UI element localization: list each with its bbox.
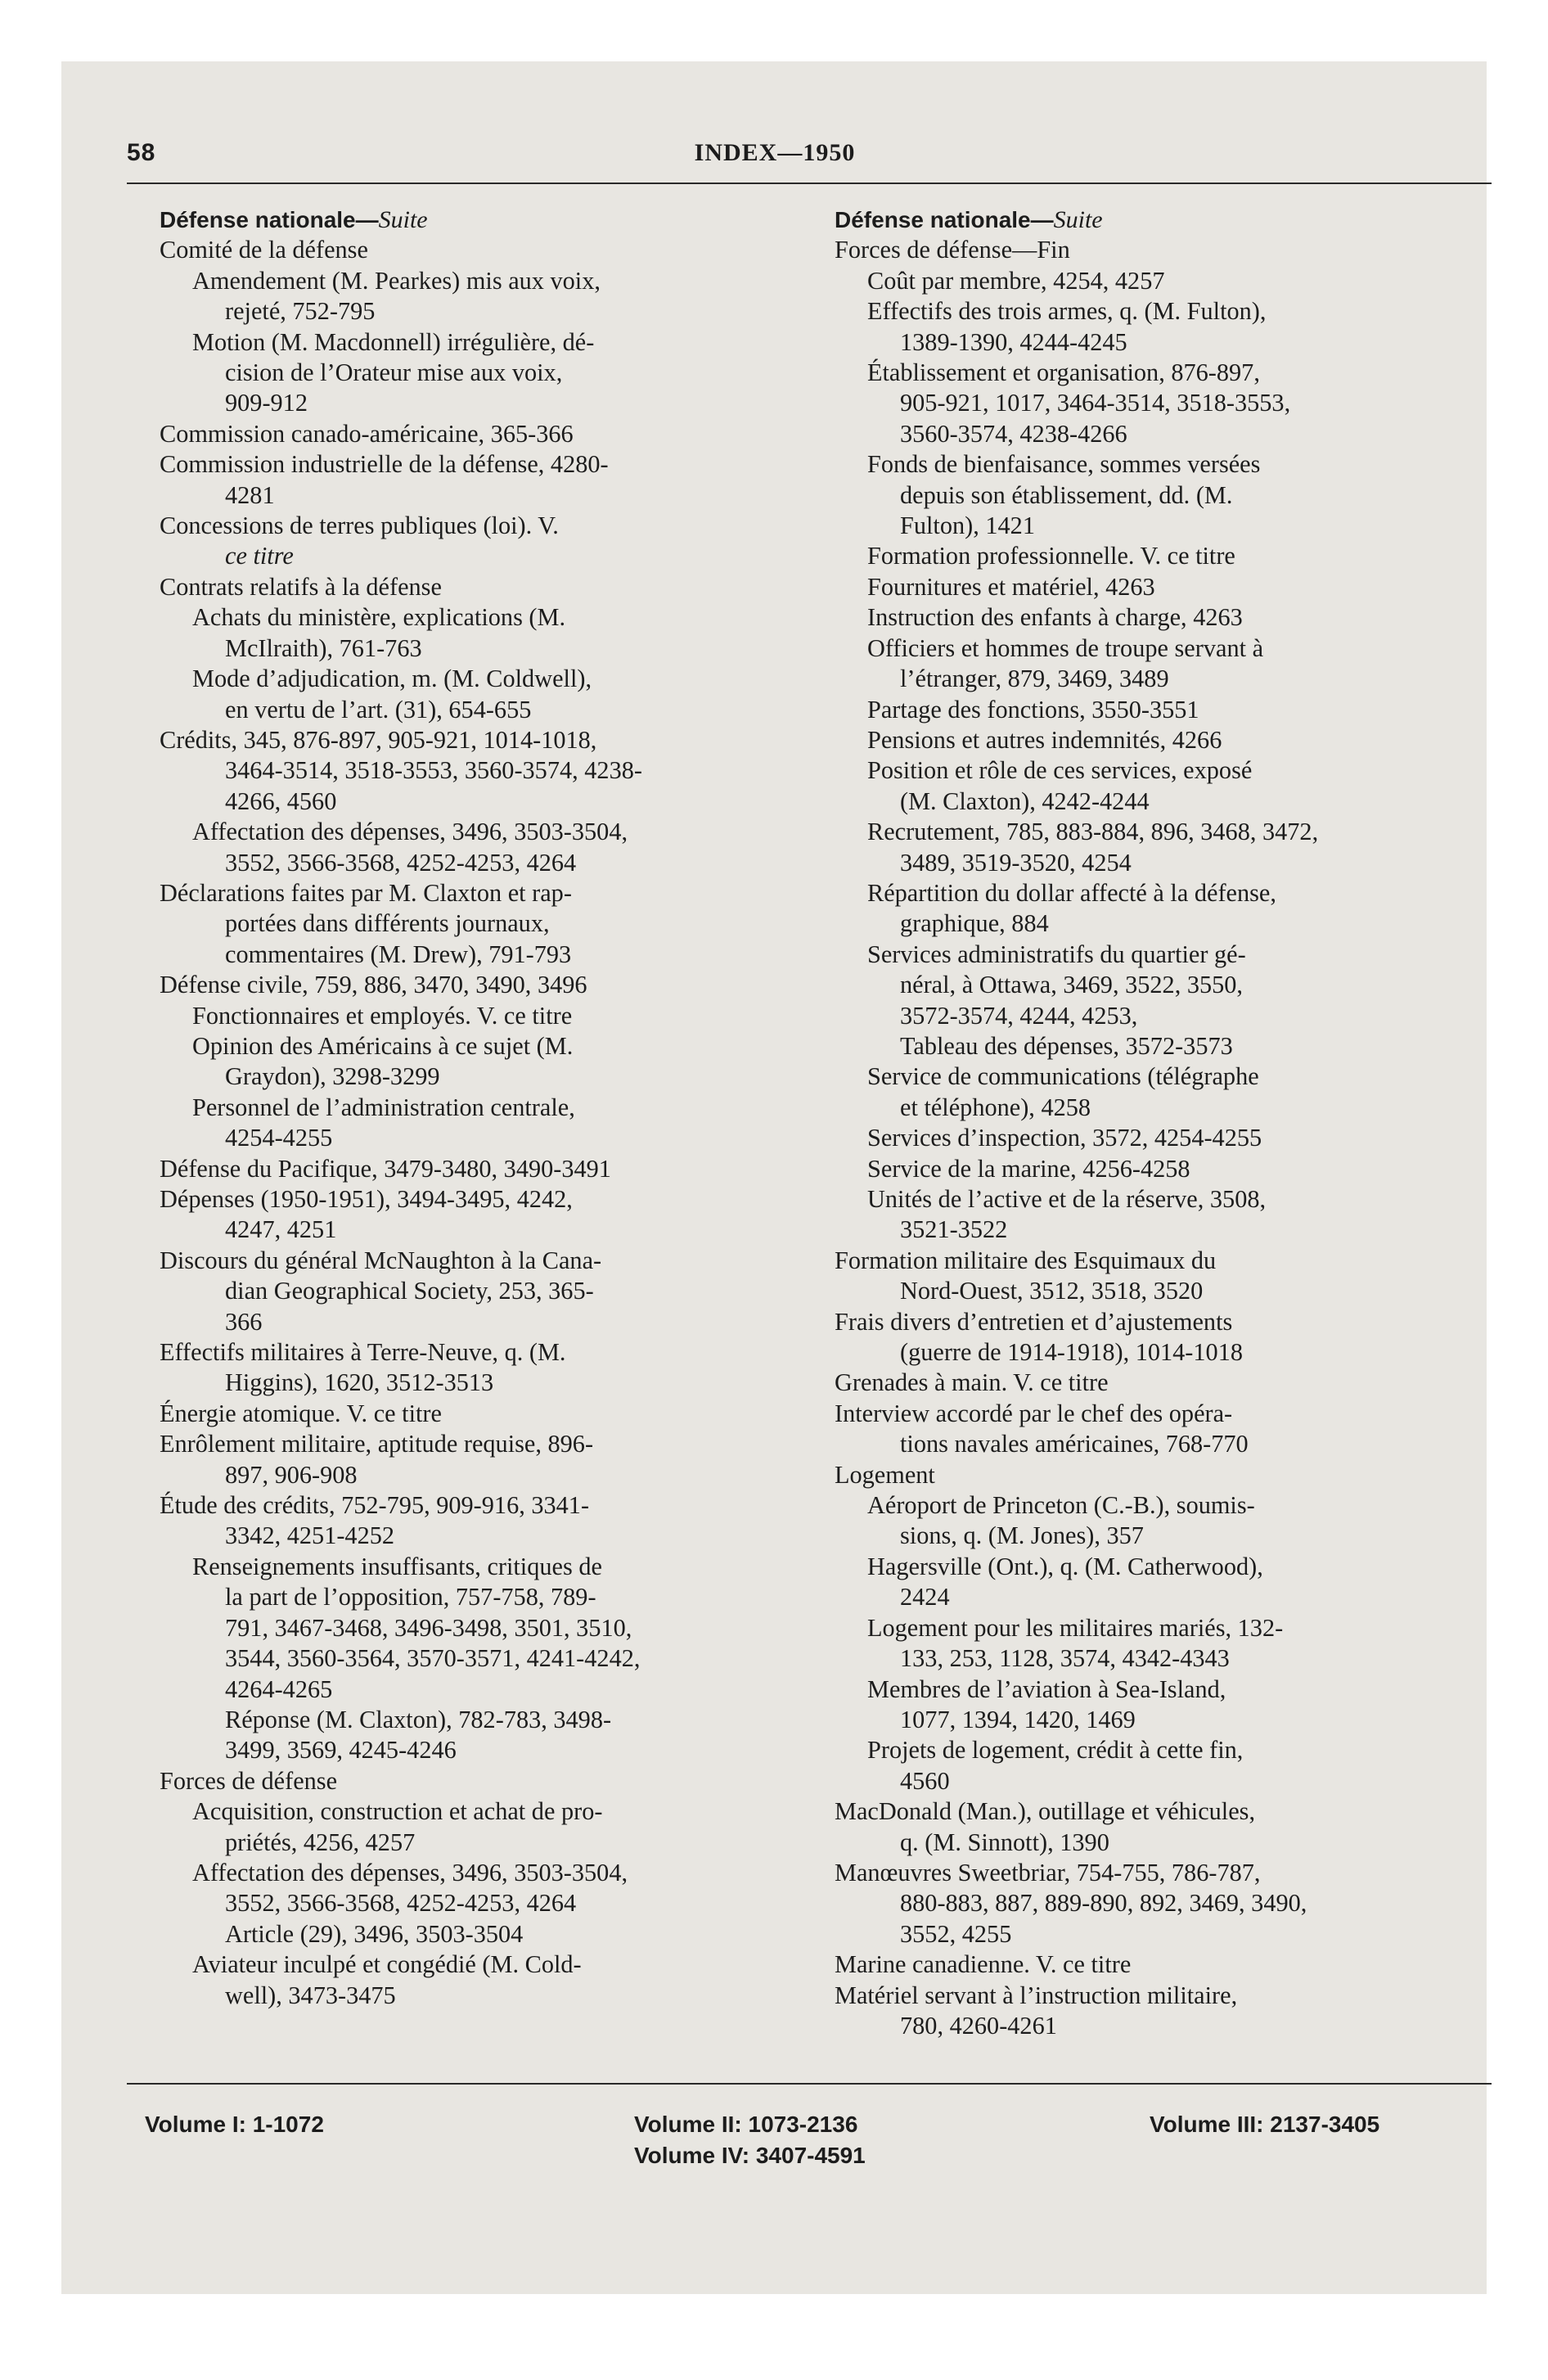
index-entry: 4254-4255	[225, 1124, 333, 1152]
index-entry: Énergie atomique. V. ce titre	[160, 1399, 442, 1427]
index-entry: et téléphone), 4258	[900, 1093, 1091, 1121]
index-entry: 4560	[900, 1766, 950, 1795]
index-entry: 791, 3467-3468, 3496-3498, 3501, 3510,	[225, 1613, 632, 1642]
index-entry: Partage des fonctions, 3550-3551	[867, 695, 1199, 723]
volume-2-range: Volume II: 1073-2136	[634, 2112, 858, 2137]
index-entry: depuis son établissement, dd. (M.	[900, 480, 1233, 509]
index-entry: Amendement (M. Pearkes) mis aux voix,	[192, 266, 601, 295]
index-entry: graphique, 884	[900, 909, 1049, 938]
index-entry: ce titre	[225, 542, 294, 570]
index-entry: Officiers et hommes de troupe servant à	[867, 633, 1264, 662]
index-entry: Manœuvres Sweetbriar, 754-755, 786-787,	[835, 1858, 1261, 1886]
index-entry: 3552, 3566-3568, 4252-4253, 4264	[225, 848, 577, 877]
index-entry: Recrutement, 785, 883-884, 896, 3468, 3472,	[867, 818, 1319, 846]
index-entry: 3499, 3569, 4245-4246	[225, 1736, 457, 1765]
index-entry: Aéroport de Princeton (C.-B.), soumis-	[867, 1491, 1255, 1520]
index-entry: (M. Claxton), 4242-4244	[900, 787, 1150, 815]
index-entry: Service de la marine, 4256-4258	[867, 1154, 1190, 1183]
index-entry: 3552, 4255	[900, 1919, 1012, 1948]
index-entry: Étude des crédits, 752-795, 909-916, 3341-	[160, 1491, 590, 1520]
index-entry: Personnel de l’administration centrale,	[192, 1093, 575, 1121]
index-entry: Service de communications (télégraphe	[867, 1062, 1259, 1091]
index-entry: Unités de l’active et de la réserve, 3508,	[867, 1185, 1267, 1213]
volume-1-range: Volume I: 1-1072	[145, 2112, 324, 2137]
index-entry: Formation professionnelle. V. ce titre	[867, 542, 1235, 570]
index-entry: 1077, 1394, 1420, 1469	[900, 1705, 1136, 1733]
right-column	[835, 205, 1456, 2041]
index-entry: 3464-3514, 3518-3553, 3560-3574, 4238-	[225, 756, 642, 785]
index-entry: Graydon), 3298-3299	[225, 1062, 440, 1091]
index-entry: Effectifs militaires à Terre-Neuve, q. (M.	[160, 1338, 566, 1367]
index-entry: Fournitures et matériel, 4263	[867, 572, 1155, 601]
index-entry: Coût par membre, 4254, 4257	[867, 266, 1165, 295]
index-entry: 3572-3574, 4244, 4253,	[900, 1001, 1138, 1030]
heading-continuation: Suite	[378, 206, 428, 233]
index-entry: portées dans différents journaux,	[225, 909, 550, 938]
index-entry: Crédits, 345, 876-897, 905-921, 1014-1018,	[160, 725, 597, 754]
index-entry: Instruction des enfants à charge, 4263	[867, 603, 1243, 632]
index-entry: Affectation des dépenses, 3496, 3503-3504,	[192, 818, 628, 846]
index-entry: 133, 253, 1128, 3574, 4342-4343	[900, 1644, 1230, 1673]
index-entry: 2424	[900, 1583, 950, 1611]
index-entry: Marine canadienne. V. ce titre	[835, 1950, 1132, 1979]
index-entry: Mode d’adjudication, m. (M. Coldwell),	[192, 665, 592, 693]
index-entry: Membres de l’aviation à Sea-Island,	[867, 1675, 1226, 1703]
index-entry: Commission canado-américaine, 365-366	[160, 419, 574, 448]
index-entry: en vertu de l’art. (31), 654-655	[225, 695, 532, 723]
index-entry: 3544, 3560-3564, 3570-3571, 4241-4242,	[225, 1644, 641, 1673]
index-entry: Services administratifs du quartier gé-	[867, 940, 1246, 968]
index-entry: l’étranger, 879, 3469, 3489	[900, 665, 1169, 693]
index-entry: Interview accordé par le chef des opéra-	[835, 1399, 1233, 1427]
index-entry: Fonctionnaires et employés. V. ce titre	[192, 1001, 573, 1030]
index-entry: Pensions et autres indemnités, 4266	[867, 725, 1222, 754]
index-entry: Déclarations faites par M. Claxton et rap-	[160, 878, 572, 907]
index-entry: 3489, 3519-3520, 4254	[900, 848, 1132, 877]
section-heading: Défense nationale—	[160, 207, 379, 232]
index-entry: Projets de logement, crédit à cette fin,	[867, 1736, 1244, 1765]
index-entry: 880-883, 887, 889-890, 892, 3469, 3490,	[900, 1889, 1307, 1918]
index-entry: 4266, 4560	[225, 787, 337, 815]
page-header	[127, 139, 1469, 188]
index-entry: Nord-Ouest, 3512, 3518, 3520	[900, 1277, 1204, 1305]
index-entry: Effectifs des trois armes, q. (M. Fulton),	[867, 297, 1267, 326]
index-entry: Répartition du dollar affecté à la défense,	[867, 878, 1276, 907]
index-entry: 4281	[225, 480, 275, 509]
index-entry: la part de l’opposition, 757-758, 789-	[225, 1583, 596, 1611]
index-entry: 366	[225, 1307, 263, 1336]
index-entry: Forces de défense	[160, 1766, 338, 1795]
index-entry: Higgins), 1620, 3512-3513	[225, 1368, 494, 1397]
index-entry: well), 3473-3475	[225, 1981, 396, 2009]
index-entry: Fonds de bienfaisance, sommes versées	[867, 450, 1261, 479]
index-entry: Défense du Pacifique, 3479-3480, 3490-3491	[160, 1154, 611, 1183]
index-entry: McIlraith), 761-763	[225, 633, 422, 662]
index-entry: Position et rôle de ces services, exposé	[867, 756, 1253, 785]
header-rule	[127, 183, 1492, 184]
index-entry: Concessions de terres publiques (loi). V.	[160, 512, 559, 540]
index-entry	[160, 205, 781, 235]
index-entry: 909-912	[225, 389, 308, 417]
index-entry: 3521-3522	[900, 1215, 1008, 1244]
running-title: INDEX—1950	[694, 139, 856, 166]
volume-4-range: Volume IV: 3407-4591	[634, 2143, 866, 2168]
index-entry: Fulton), 1421	[900, 512, 1035, 540]
index-entry: 4264-4265	[225, 1675, 333, 1703]
index-entry: Commission industrielle de la défense, 4280-	[160, 450, 609, 479]
index-entry: Matériel servant à l’instruction militaire,	[835, 1981, 1238, 2009]
index-entry: Logement pour les militaires mariés, 132-	[867, 1613, 1284, 1642]
index-entry: Renseignements insuffisants, critiques de	[192, 1552, 602, 1580]
index-entry: Grenades à main. V. ce titre	[835, 1368, 1109, 1397]
index-entry: (guerre de 1914-1918), 1014-1018	[900, 1338, 1243, 1367]
index-entry: 897, 906-908	[225, 1460, 358, 1489]
index-entry: Discours du général McNaughton à la Cana-	[160, 1246, 602, 1274]
left-column	[160, 205, 781, 2011]
index-entry: Opinion des Américains à ce sujet (M.	[192, 1031, 574, 1060]
index-entry: néral, à Ottawa, 3469, 3522, 3550,	[900, 971, 1244, 999]
index-entry: Réponse (M. Claxton), 782-783, 3498-	[225, 1705, 612, 1733]
footer-rule	[127, 2083, 1492, 2085]
volume-3-range: Volume III: 2137-3405	[1150, 2112, 1380, 2137]
index-entry: 905-921, 1017, 3464-3514, 3518-3553,	[900, 389, 1291, 417]
index-entry: Dépenses (1950-1951), 3494-3495, 4242,	[160, 1185, 573, 1213]
index-entry: dian Geographical Society, 253, 365-	[225, 1277, 594, 1305]
index-entry: Hagersville (Ont.), q. (M. Catherwood),	[867, 1552, 1263, 1580]
index-entry: 4247, 4251	[225, 1215, 337, 1244]
index-entry: Aviateur inculpé et congédié (M. Cold-	[192, 1950, 582, 1979]
index-entry: cision de l’Orateur mise aux voix,	[225, 358, 563, 387]
index-entry: Affectation des dépenses, 3496, 3503-3504,	[192, 1858, 628, 1886]
page-number: 58	[127, 139, 156, 166]
index-entry: tions navales américaines, 768-770	[900, 1430, 1249, 1458]
index-entry: priétés, 4256, 4257	[225, 1828, 416, 1856]
index-entry: Motion (M. Macdonnell) irrégulière, dé-	[192, 327, 595, 356]
index-entry: 3560-3574, 4238-4266	[900, 419, 1127, 448]
index-entry: Contrats relatifs à la défense	[160, 572, 442, 601]
heading-continuation: Suite	[1053, 206, 1103, 233]
index-entry: Formation militaire des Esquimaux du	[835, 1246, 1217, 1274]
index-entry: 3342, 4251-4252	[225, 1521, 395, 1550]
index-entry: Enrôlement militaire, aptitude requise, 896-	[160, 1430, 594, 1458]
index-entry: 780, 4260-4261	[900, 2011, 1057, 2040]
index-entry: Achats du ministère, explications (M.	[192, 603, 566, 632]
index-entry: commentaires (M. Drew), 791-793	[225, 940, 572, 968]
index-entry: Comité de la défense	[160, 236, 368, 264]
index-entry: Article (29), 3496, 3503-3504	[225, 1919, 524, 1948]
index-entry: Forces de défense—Fin	[835, 236, 1070, 264]
index-entry: Frais divers d’entretien et d’ajustements	[835, 1307, 1233, 1336]
index-entry: Établissement et organisation, 876-897,	[867, 358, 1260, 387]
index-entry: 1389-1390, 4244-4245	[900, 327, 1127, 356]
index-entry: Tableau des dépenses, 3572-3573	[900, 1031, 1233, 1060]
index-page	[61, 61, 1487, 2294]
index-entry: sions, q. (M. Jones), 357	[900, 1521, 1144, 1550]
index-entry: rejeté, 752-795	[225, 297, 376, 326]
index-entry: MacDonald (Man.), outillage et véhicules,	[835, 1797, 1256, 1826]
index-entry: Logement	[835, 1460, 935, 1489]
index-entry: q. (M. Sinnott), 1390	[900, 1828, 1109, 1856]
section-heading: Défense nationale—	[835, 207, 1054, 232]
index-entry: 3552, 3566-3568, 4252-4253, 4264	[225, 1889, 577, 1918]
index-entry: Services d’inspection, 3572, 4254-4255	[867, 1124, 1262, 1152]
index-entry	[835, 205, 1456, 235]
index-entry: Défense civile, 759, 886, 3470, 3490, 3496	[160, 971, 587, 999]
index-entry: Acquisition, construction et achat de pro-	[192, 1797, 603, 1826]
